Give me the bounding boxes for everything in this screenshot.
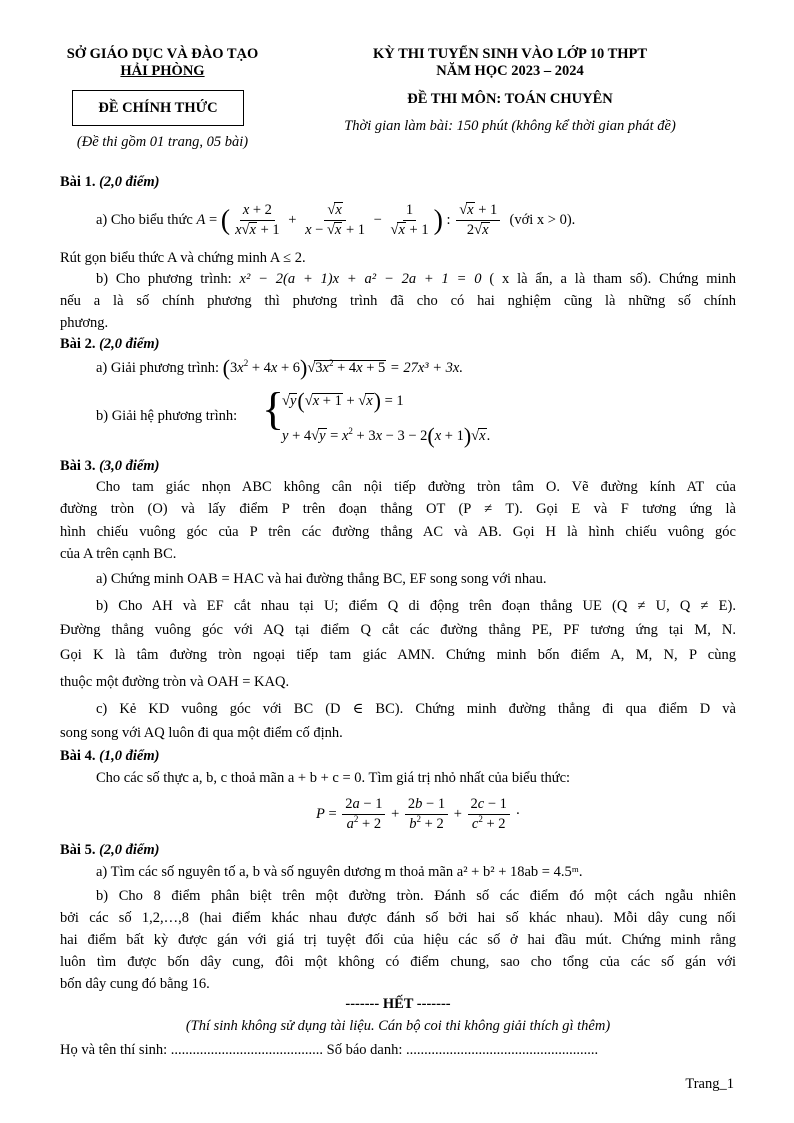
school-year: NĂM HỌC 2023 – 2024	[436, 63, 584, 79]
bai1-b: b) Cho phương trình: x² − 2(a + 1)x + a² − 2a + 1 = 0 ( x là ẩn, a là tham số). Chứng minh	[96, 271, 737, 287]
bai3-l3: hình chiếu vuông góc của P trên các đường thẳng AC và AB. Gọi H là hình chiếu vuông góc	[60, 524, 736, 540]
end-marker: ------- HẾT -------	[345, 996, 451, 1012]
bai4-expression: P = $\frac{2a - 1}{a^2 + 2}$ + $\frac{2b - 1}{b^2 + 2}$ + $\frac{2c - 1}{c^2 + 2}$ ·	[316, 796, 521, 833]
official-label: ĐỀ CHÍNH THỨC	[98, 100, 218, 116]
page-number: Trang_1	[685, 1076, 734, 1092]
system-brace: {	[262, 383, 285, 434]
bai3-c1: c) Kẻ KD vuông góc với BC (D ∈ BC). Chứng minh đường thẳng đi qua điểm D và	[96, 701, 736, 717]
bai3-b4: thuộc một đường tròn và OAH = KAQ.	[60, 674, 290, 690]
exam-title: KỲ THI TUYỂN SINH VÀO LỚP 10 THPT	[372, 46, 648, 62]
province-name: HẢI PHÒNG	[120, 63, 205, 79]
bai3-a: a) Chứng minh OAB = HAC và hai đường thẳng BC, EF song song với nhau.	[96, 571, 547, 587]
department-name: SỞ GIÁO DỤC VÀ ĐÀO TẠO	[66, 46, 259, 62]
bai3-l1: Cho tam giác nhọn ABC không cân nội tiếp đường tròn tâm O. Vẽ đường kính AT của	[96, 479, 736, 495]
bai5-heading: Bài 5. (2,0 điểm)	[60, 842, 160, 858]
bai3-l2: đường tròn (O) và lấy điểm P trên đoạn thẳng OT (P ≠ T). Gọi E và F tương ứng là	[60, 501, 736, 517]
subject: ĐỀ THI MÔN: TOÁN CHUYÊN	[407, 91, 613, 107]
duration: Thời gian làm bài: 150 phút (không kể thời gian phát đề)	[344, 118, 676, 134]
bai5-a: a) Tìm các số nguyên tố a, b và số nguyên dương m thoả mãn a² + b² + 18ab = 4.5ᵐ.	[96, 864, 583, 880]
footer-note: (Thí sinh không sử dụng tài liệu. Cán bộ coi thi không giải thích gì thêm)	[185, 1018, 611, 1034]
bai2-a: a) Giải phương trình: $(3x^2 + 4x + 6)√3x^2 + 4x + 5 = 27x^3 + 3x$.	[96, 355, 463, 380]
bai3-b2: Đường thẳng vuông góc với AQ tại điểm Q cắt các đường thẳng PE, PF tương ứng tại M, N.	[60, 622, 736, 638]
bai4-heading: Bài 4. (1,0 điểm)	[60, 748, 160, 764]
bai5-b4: luôn tìm được bốn dây cung, đôi một không có điểm chung, sao cho tổng của các số gán với	[60, 954, 736, 970]
bai3-l4: của A trên cạnh BC.	[60, 546, 177, 562]
bai3-b3: Gọi K là tâm đường tròn ngoại tiếp tam giác AMN. Chứng minh bốn điểm A, M, N, P cùng	[60, 647, 736, 663]
bai2-b-eq1: √y(√x + 1 + √x) = 1	[282, 388, 404, 413]
bai2-b-eq2: $y + 4√y = x^2 + 3x - 3 - 2(x + 1)√x$.	[282, 423, 491, 448]
bai1-a-task: Rút gọn biểu thức A và chứng minh A ≤ 2.	[60, 250, 306, 266]
bai3-c2: song song với AQ luôn đi qua một điểm cố định.	[60, 725, 343, 741]
bai1-a: a) Cho biểu thức A = ( $\frac{x + 2}{x√x + 1}$ + $\frac{√x}{x - √x + 1}$ − $\frac{1}{√x + 1}$ ) : $\frac{√x + 1}{2√x}$ (với x > 0).	[96, 202, 576, 239]
bai1-heading: Bài 1. (2,0 điểm)	[60, 174, 160, 190]
candidate-info	[60, 1040, 736, 1060]
bai2-b: b) Giải hệ phương trình:	[96, 408, 238, 424]
bai2-heading: Bài 2. (2,0 điểm)	[60, 336, 160, 352]
candidate-id-field: Số báo danh: .....................................................	[326, 1042, 599, 1058]
pages-note: (Đề thi gồm 01 trang, 05 bài)	[76, 134, 249, 150]
bai5-b3: hai điểm bất kỳ được gán với giá trị tuyệt đối của hiệu các số ở hai đầu mút. Chứng minh rằng	[60, 932, 736, 948]
bai5-b2: bởi các số 1,2,…,8 (hai điểm khác nhau được đánh số bởi hai số khác nhau). Mỗi dây cung nối	[60, 910, 736, 926]
bai3-heading: Bài 3. (3,0 điểm)	[60, 458, 160, 474]
candidate-name-field: Họ và tên thí sinh: ..........................................	[60, 1042, 324, 1058]
bai5-b5: bốn dây cung đó bằng 16.	[60, 976, 210, 992]
bai1-b-line2: nếu a là số chính phương thì phương trình đã cho có hai nghiệm cũng là những số chính	[60, 293, 736, 309]
bai3-b1: b) Cho AH và EF cắt nhau tại U; điểm Q di động trên đoạn thẳng UE (Q ≠ U, Q ≠ E).	[96, 598, 736, 614]
bai4-l1: Cho các số thực a, b, c thoả mãn a + b + c = 0. Tìm giá trị nhỏ nhất của biểu thức:	[96, 770, 571, 786]
bai1-b-line3: phương.	[60, 315, 109, 331]
bai5-b1: b) Cho 8 điểm phân biệt trên một đường tròn. Đánh số các điểm đó một cách ngẫu nhiên	[96, 888, 736, 904]
